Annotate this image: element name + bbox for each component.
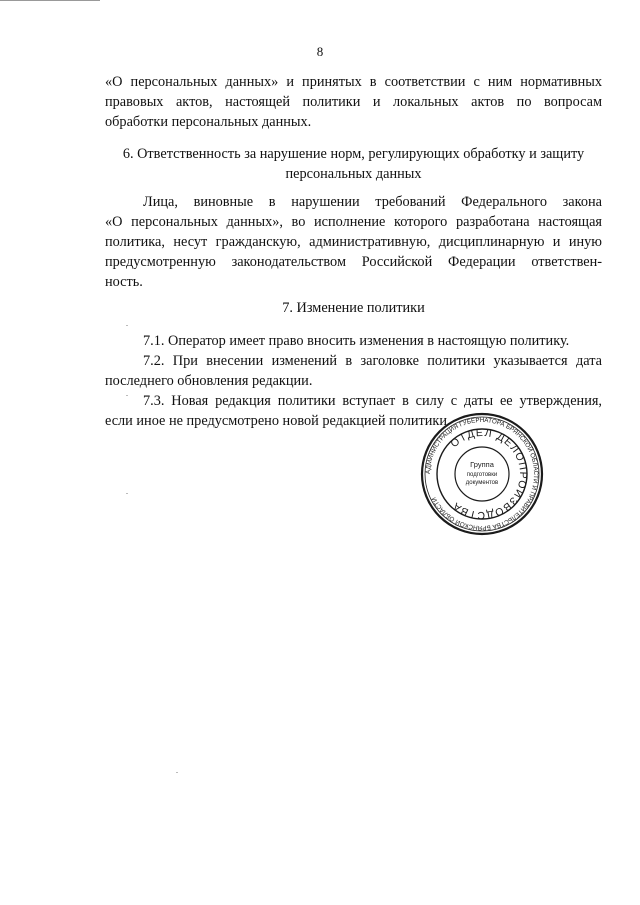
list-item-continuation: если иное не предусмотрено новой редакцией политики. [105,413,451,429]
stamp-center-line: Группа [470,460,494,469]
paragraph-line: «О персональных данных», во исполнение которого разработана настоящая [105,214,602,230]
paragraph-line: политика, несут гражданскую, административную, дисциплинарную и иную [105,234,602,250]
scan-speck [126,325,128,326]
scan-speck [176,772,178,773]
paragraph-line: Лица, виновные в нарушении требований Федерального закона [143,194,602,210]
stamp-outer-text-path: АДМИНИСТРАЦИЯ ГУБЕРНАТОРА БРЯНСКОЙ ОБЛАСТИ И ПРАВИТЕЛЬСТВА БРЯНСКОЙ ОБЛАСТИ [424,416,540,532]
page-number: 8 [316,44,324,59]
intro-line: правовых актов, настоящей политики и локальных актов по вопросам [105,94,602,110]
section-6-paragraph [105,192,602,292]
scan-edge-mark [0,0,100,4]
paragraph-line: предусмотренную законодательством Российской Федерации ответствен- [105,254,602,270]
intro-line: «О персональных данных» и принятых в соответствии с ним нормативных [105,74,602,90]
scan-speck [126,395,128,396]
scan-speck [126,493,128,494]
section-title-line: 6. Ответственность за нарушение норм, регулирующих обработку и защиту [122,146,585,162]
stamp-center-line: подготовки [466,472,498,478]
section-title-line: 7. Изменение политики [282,300,425,316]
list-item-continuation: последнего обновления редакции. [105,373,313,389]
section-6-title [105,144,602,184]
list-item: 7.2. При внесении изменений в заголовке политики указывается дата [143,353,602,369]
stamp-center-line: документов [465,480,499,486]
section-title-line: персональных данных [285,166,422,182]
list-item: 7.3. Новая редакция политики вступает в силу с даты ее утверждения, [143,393,602,409]
section-7-title [105,298,602,318]
stamp-inner-text-path: ОТДЕЛ ДЕЛОПРОИЗВОДСТВА [448,426,530,522]
intro-paragraph [105,72,602,132]
paragraph-line: ность. [105,274,143,290]
official-stamp [420,412,544,536]
list-item: 7.1. Оператор имеет право вносить изменения в настоящую политику. [143,333,570,349]
intro-line: обработки персональных данных. [105,114,312,130]
